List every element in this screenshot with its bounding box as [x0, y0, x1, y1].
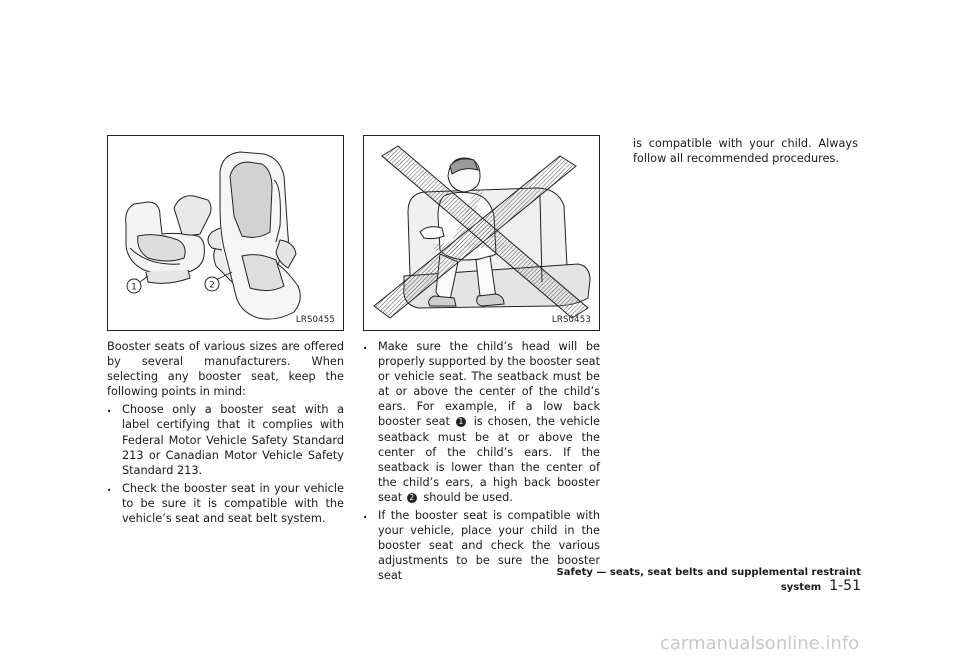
intro-paragraph: Booster seats of various sizes are offered by several manufacturers. When selecting any booster seat, keep the following points in mind: [107, 340, 344, 399]
column-3 [618, 136, 858, 169]
bullet-glyph: . [107, 480, 112, 494]
bullet-item [107, 402, 344, 477]
bullet-item [107, 481, 344, 526]
improper-seating-figure [363, 135, 600, 331]
bullet-text: Make sure the child’s head will be properly supported by the booster seat or vehicle seat. The seatback must be at or above the center of the child’s ears. For example, if a low back booster seat [378, 340, 601, 429]
booster-seats-illustration [108, 136, 343, 330]
bullet-text: If the booster seat is compatible with your vehicle, place your child in the booster seat and check the various adjustments to be sure the booster seat [378, 509, 600, 583]
bullet-text: Choose only a booster seat with a label certifying that it complies with Federal Motor Vehicle Safety Standard 213 or Canadian Motor Vehicle Safety Standard 213. [122, 403, 344, 477]
svg-text:1: 1 [131, 282, 137, 293]
bullet-glyph: . [363, 339, 368, 352]
callout-ref-1: 1 [456, 417, 466, 427]
watermark: carmanualsonline.info [660, 633, 860, 654]
callout-2 [205, 277, 219, 291]
page-footer [521, 567, 861, 594]
section-title: Safety — seats, seat belts and supplemental restraint system [556, 567, 861, 593]
improper-seating-illustration [364, 136, 599, 330]
column-1 [107, 339, 344, 529]
bullet-item [363, 339, 600, 505]
figure-code: LRS0455 [295, 315, 335, 325]
bullet-text: should be used. [423, 490, 513, 504]
svg-text:2: 2 [209, 280, 215, 291]
booster-seats-figure [107, 135, 344, 331]
figure-code: LRS0453 [551, 315, 591, 325]
continuation-text: is compatible with your child. Always follow all recommended procedures. [633, 137, 858, 166]
bullet-text: is chosen, the vehicle seatback must be at or above the center of the child’s ears. If the seatback is lower than the center of the child’s ears, a high back booster seat [378, 415, 600, 504]
bullet-glyph: . [107, 402, 112, 416]
callout-ref-2: 2 [407, 493, 417, 503]
page-number: 1-51 [829, 578, 861, 594]
column-2 [363, 339, 600, 587]
callout-1 [127, 279, 141, 293]
bullet-glyph: . [363, 508, 368, 522]
bullet-text: Check the booster seat in your vehicle to be sure it is compatible with the vehicle’s seat and seat belt system. [122, 481, 344, 526]
